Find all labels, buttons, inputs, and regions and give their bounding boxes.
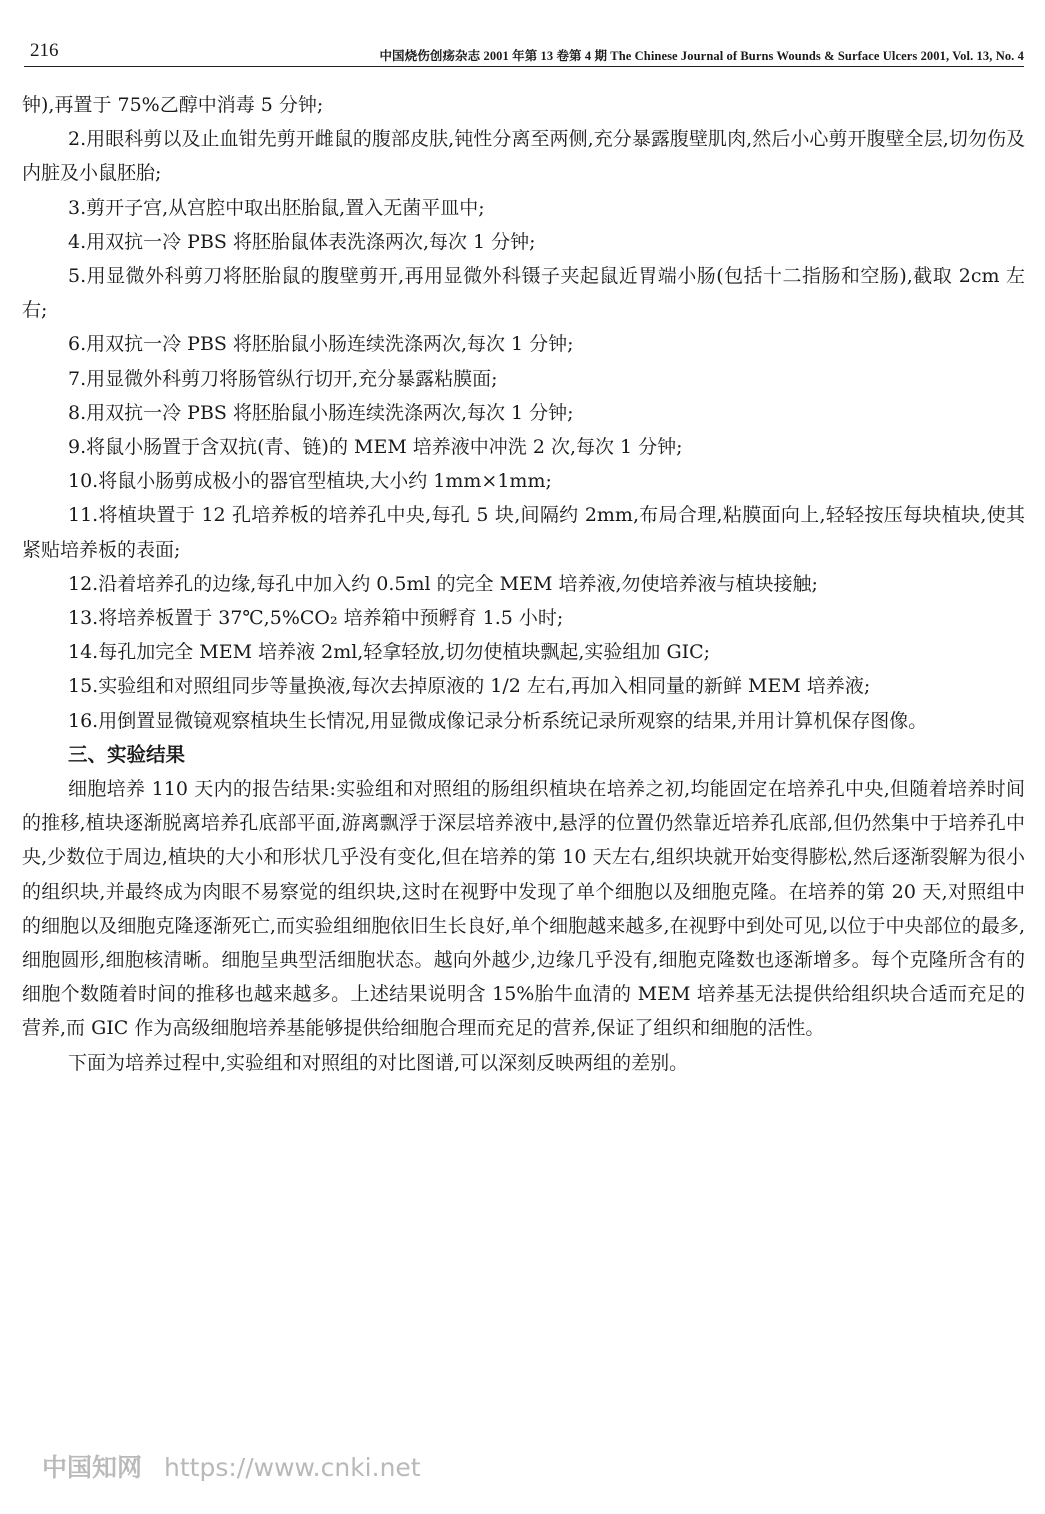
procedure-step: 10.将鼠小肠剪成极小的器官型植块,大小约 1mm×1mm; [68, 470, 552, 493]
section-heading: 三、实验结果 [68, 742, 186, 766]
procedure-step: 12.沿着培养孔的边缘,每孔中加入约 0.5ml 的完全 MEM 培养液,勿使培养液与植块接触; [68, 572, 818, 595]
procedure-step: 6.用双抗一冷 PBS 将胚胎鼠小肠连续洗涤两次,每次 1 分钟; [68, 333, 574, 356]
procedure-step: 9.将鼠小肠置于含双抗(青、链)的 MEM 培养液中冲洗 2 次,每次 1 分钟; [68, 436, 683, 459]
results-paragraph: 下面为培养过程中,实验组和对照组的对比图谱,可以深刻反映两组的差别。 [68, 1051, 689, 1074]
procedure-step: 11.将植块置于 12 孔培养板的培养孔中央,每孔 5 块,间隔约 2mm,布局合理,粘膜面向上,轻轻按压每块植块,使其紧贴培养板的表面; [22, 504, 1025, 561]
cnki-watermark [42, 1448, 421, 1484]
procedure-step: 4.用双抗一冷 PBS 将胚胎鼠体表洗涤两次,每次 1 分钟; [68, 230, 536, 253]
journal-citation: 中国烧伤创疡杂志 2001 年第 13 卷第 4 期 The Chinese Journal of Burns Wounds & Surface Ulcers 2001, Vol. 13, No. 4 [379, 49, 1024, 63]
article-body [22, 88, 1025, 1080]
procedure-step: 8.用双抗一冷 PBS 将胚胎鼠小肠连续洗涤两次,每次 1 分钟; [68, 401, 574, 424]
watermark-url: https://www.cnki.net [164, 1453, 421, 1482]
procedure-step: 13.将培养板置于 37℃,5%CO₂ 培养箱中预孵育 1.5 小时; [68, 607, 564, 630]
procedure-step: 5.用显微外科剪刀将胚胎鼠的腹壁剪开,再用显微外科镊子夹起鼠近胃端小肠(包括十二指肠和空肠),截取 2cm 左右; [22, 265, 1025, 322]
procedure-step: 3.剪开子宫,从宫腔中取出胚胎鼠,置入无菌平皿中; [68, 196, 485, 219]
procedure-step: 14.每孔加完全 MEM 培养液 2ml,轻拿轻放,切勿使植块飘起,实验组加 GIC; [68, 641, 711, 664]
procedure-step: 7.用显微外科剪刀将肠管纵行切开,充分暴露粘膜面; [68, 367, 498, 390]
page-number: 216 [30, 40, 59, 61]
procedure-step: 16.用倒置显微镜观察植块生长情况,用显微成像记录分析系统记录所观察的结果,并用计算机保存图像。 [68, 709, 928, 732]
procedure-step: 2.用眼科剪以及止血钳先剪开雌鼠的腹部皮肤,钝性分离至两侧,充分暴露腹壁肌肉,然后小心剪开腹壁全层,切勿伤及内脏及小鼠胚胎; [22, 128, 1025, 185]
procedure-step-continued: 钟),再置于 75%乙醇中消毒 5 分钟; [22, 94, 324, 116]
results-paragraph: 细胞培养 110 天内的报告结果:实验组和对照组的肠组织植块在培养之初,均能固定在培养孔中央,但随着培养时间的推移,植块逐渐脱离培养孔底部平面,游离飘浮于深层培养液中,悬浮的位置仍然靠近培养孔底部,但仍然集中于培养孔中央,少数位于周边,植块的大小和形状几乎没有变化,但在培养的第 10 天左右,组织块就开始变得膨松,然后逐渐裂解为很小的组织块,并最终成为肉眼不易察觉的组织块,这时在视野中发现了单个细胞以及细胞克隆。在培养的第 20 天,对照组中的细胞以及细胞克隆逐渐死亡,而实验组细胞依旧生长良好,单个细胞越来越多,在视野中到处可见,以位于中央部位的最多,细胞圆形,细胞核清晰。细胞呈典型活细胞状态。越向外越少,边缘几乎没有,细胞克隆数也逐渐增多。每个克隆所含有的细胞个数随着时间的推移也越来越多。上述结果说明含 15%胎牛血清的 MEM 培养基无法提供给组织块合适而充足的营养,而 GIC 作为高级细胞培养基能够提供给细胞合理而充足的营养,保证了组织和细胞的活性。 [22, 778, 1025, 1040]
watermark-brand: 中国知网 [42, 1453, 143, 1482]
running-header [24, 40, 1024, 67]
procedure-step: 15.实验组和对照组同步等量换液,每次去掉原液的 1/2 左右,再加入相同量的新鲜 MEM 培养液; [68, 675, 871, 698]
